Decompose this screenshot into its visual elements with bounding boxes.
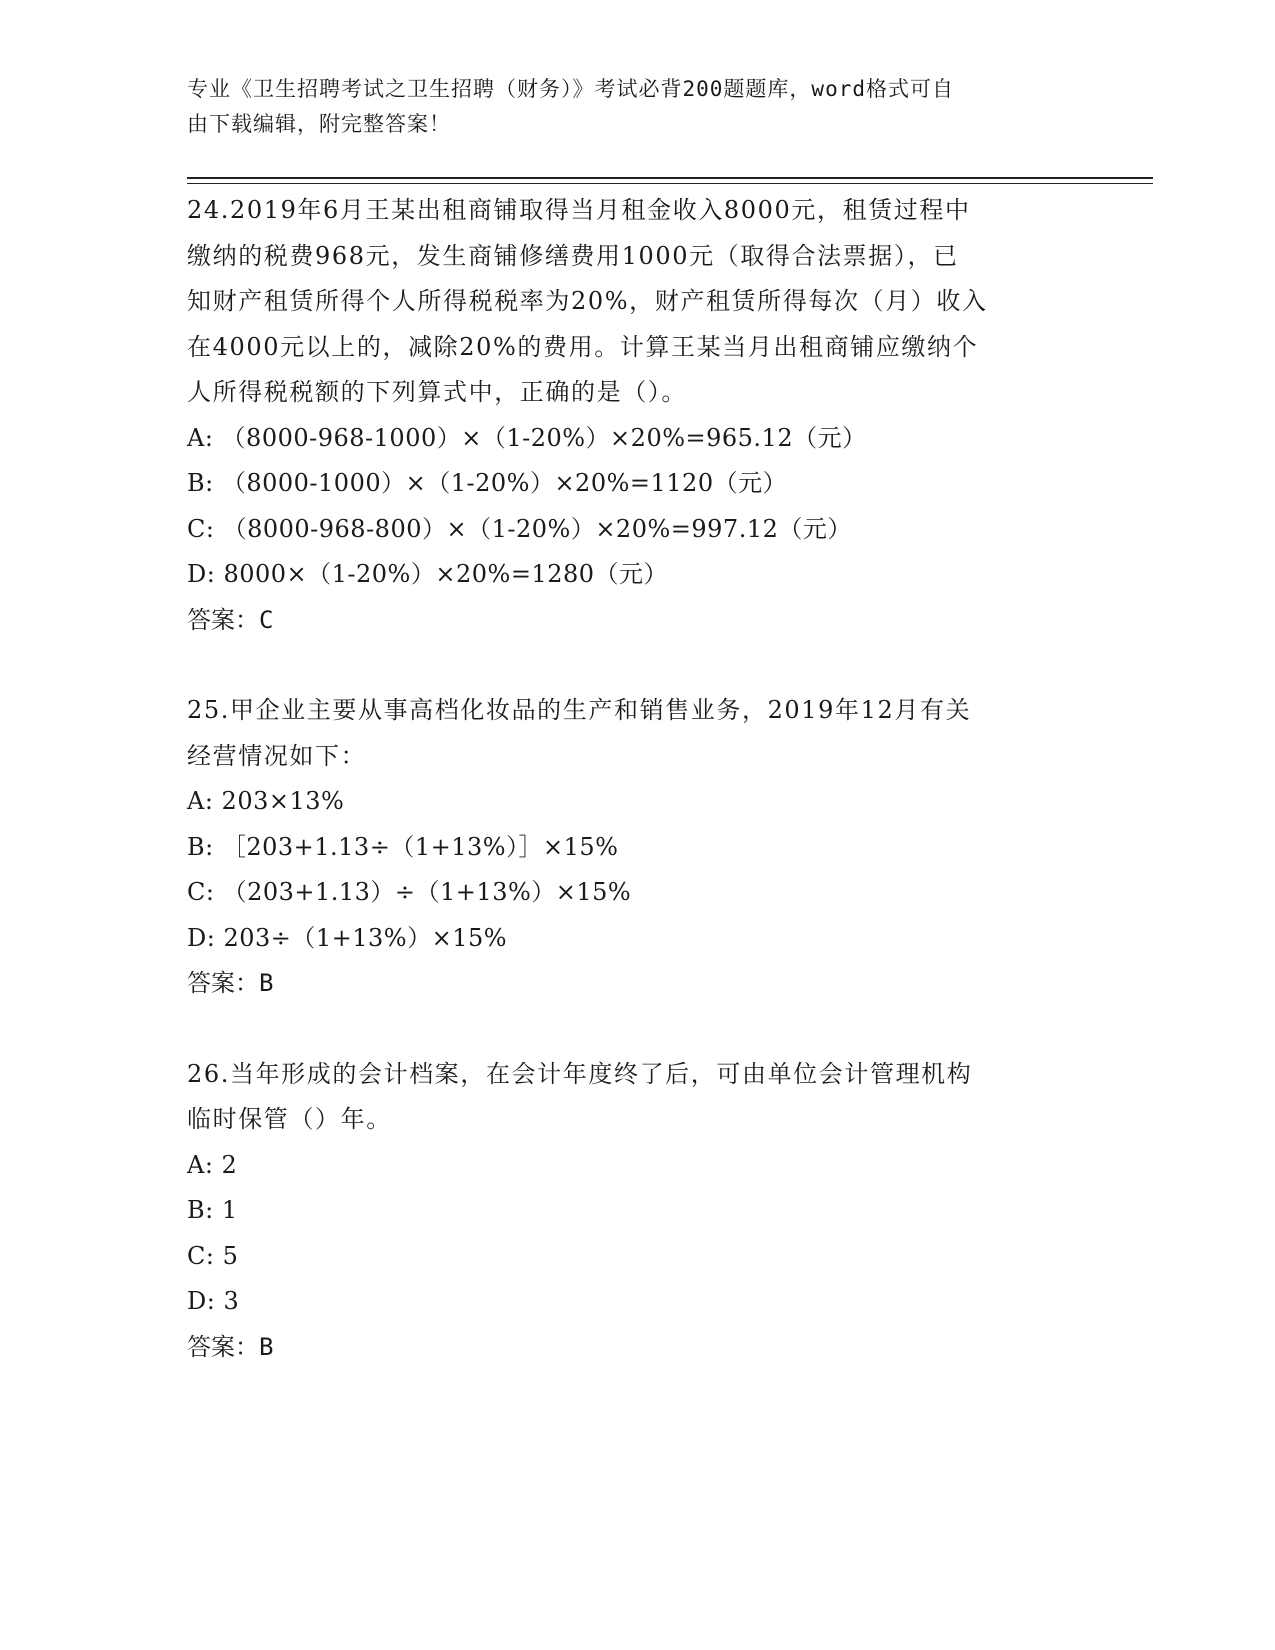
question-24 xyxy=(187,188,1087,643)
question-25 xyxy=(187,688,1087,1007)
question-spacer xyxy=(187,643,1087,688)
answer-line: 答案：C xyxy=(187,605,274,634)
option-d: D: 3 xyxy=(187,1287,240,1315)
option-b: B: （8000-1000）×（1-20%）×20%=1120（元） xyxy=(187,469,788,497)
question-text-line: 知财产租赁所得个人所得税税率为20%，财产租赁所得每次（月）收入 xyxy=(187,287,988,315)
answer-line: 答案：B xyxy=(187,969,274,997)
option-a: A: 2 xyxy=(187,1150,238,1179)
header-line-1: 专业《卫生招聘考试之卫生招聘（财务）》考试必背200题题库，word格式可自 xyxy=(187,77,954,101)
question-spacer xyxy=(187,1007,1087,1052)
question-text-line: 人所得税税额的下列算式中，正确的是（）。 xyxy=(187,378,687,406)
question-text-line: 临时保管（）年。 xyxy=(187,1105,392,1133)
option-c: C: （8000-968-800）×（1-20%）×20%=997.12（元） xyxy=(187,514,852,543)
header-line-2: 由下载编辑，附完整答案！ xyxy=(187,112,451,136)
question-text-line: 25.甲企业主要从事高档化妆品的生产和销售业务，2019年12月有关 xyxy=(187,696,972,724)
question-text-line: 缴纳的税费968元，发生商铺修缮费用1000元（取得合法票据），已 xyxy=(187,241,959,270)
option-c: C: 5 xyxy=(187,1241,239,1270)
question-text-line: 在4000元以上的，减除20%的费用。计算王某当月出租商铺应缴纳个 xyxy=(187,332,979,361)
option-a: A: 203×13% xyxy=(187,787,345,815)
question-text-line: 24.2019年6月王某出租商铺取得当月租金收入8000元，租赁过程中 xyxy=(187,196,971,224)
document-header xyxy=(187,72,1067,142)
option-d: D: 8000×（1-20%）×20%=1280（元） xyxy=(187,560,669,588)
question-26 xyxy=(187,1052,1087,1371)
question-list xyxy=(187,188,1087,1370)
answer-line: 答案：B xyxy=(187,1332,274,1361)
option-b: B: ［203+1.13÷（1+13%）］×15% xyxy=(187,832,619,861)
option-d: D: 203÷（1+13%）×15% xyxy=(187,923,508,952)
header-divider-thick xyxy=(187,177,1153,179)
option-b: B: 1 xyxy=(187,1196,238,1224)
question-text-line: 经营情况如下： xyxy=(187,741,367,770)
header-divider-thin xyxy=(187,183,1153,184)
option-a: A: （8000-968-1000）×（1-20%）×20%=965.12（元） xyxy=(187,423,867,452)
option-c: C: （203+1.13）÷（1+13%）×15% xyxy=(187,878,632,906)
question-text-line: 26.当年形成的会计档案，在会计年度终了后，可由单位会计管理机构 xyxy=(187,1059,973,1088)
